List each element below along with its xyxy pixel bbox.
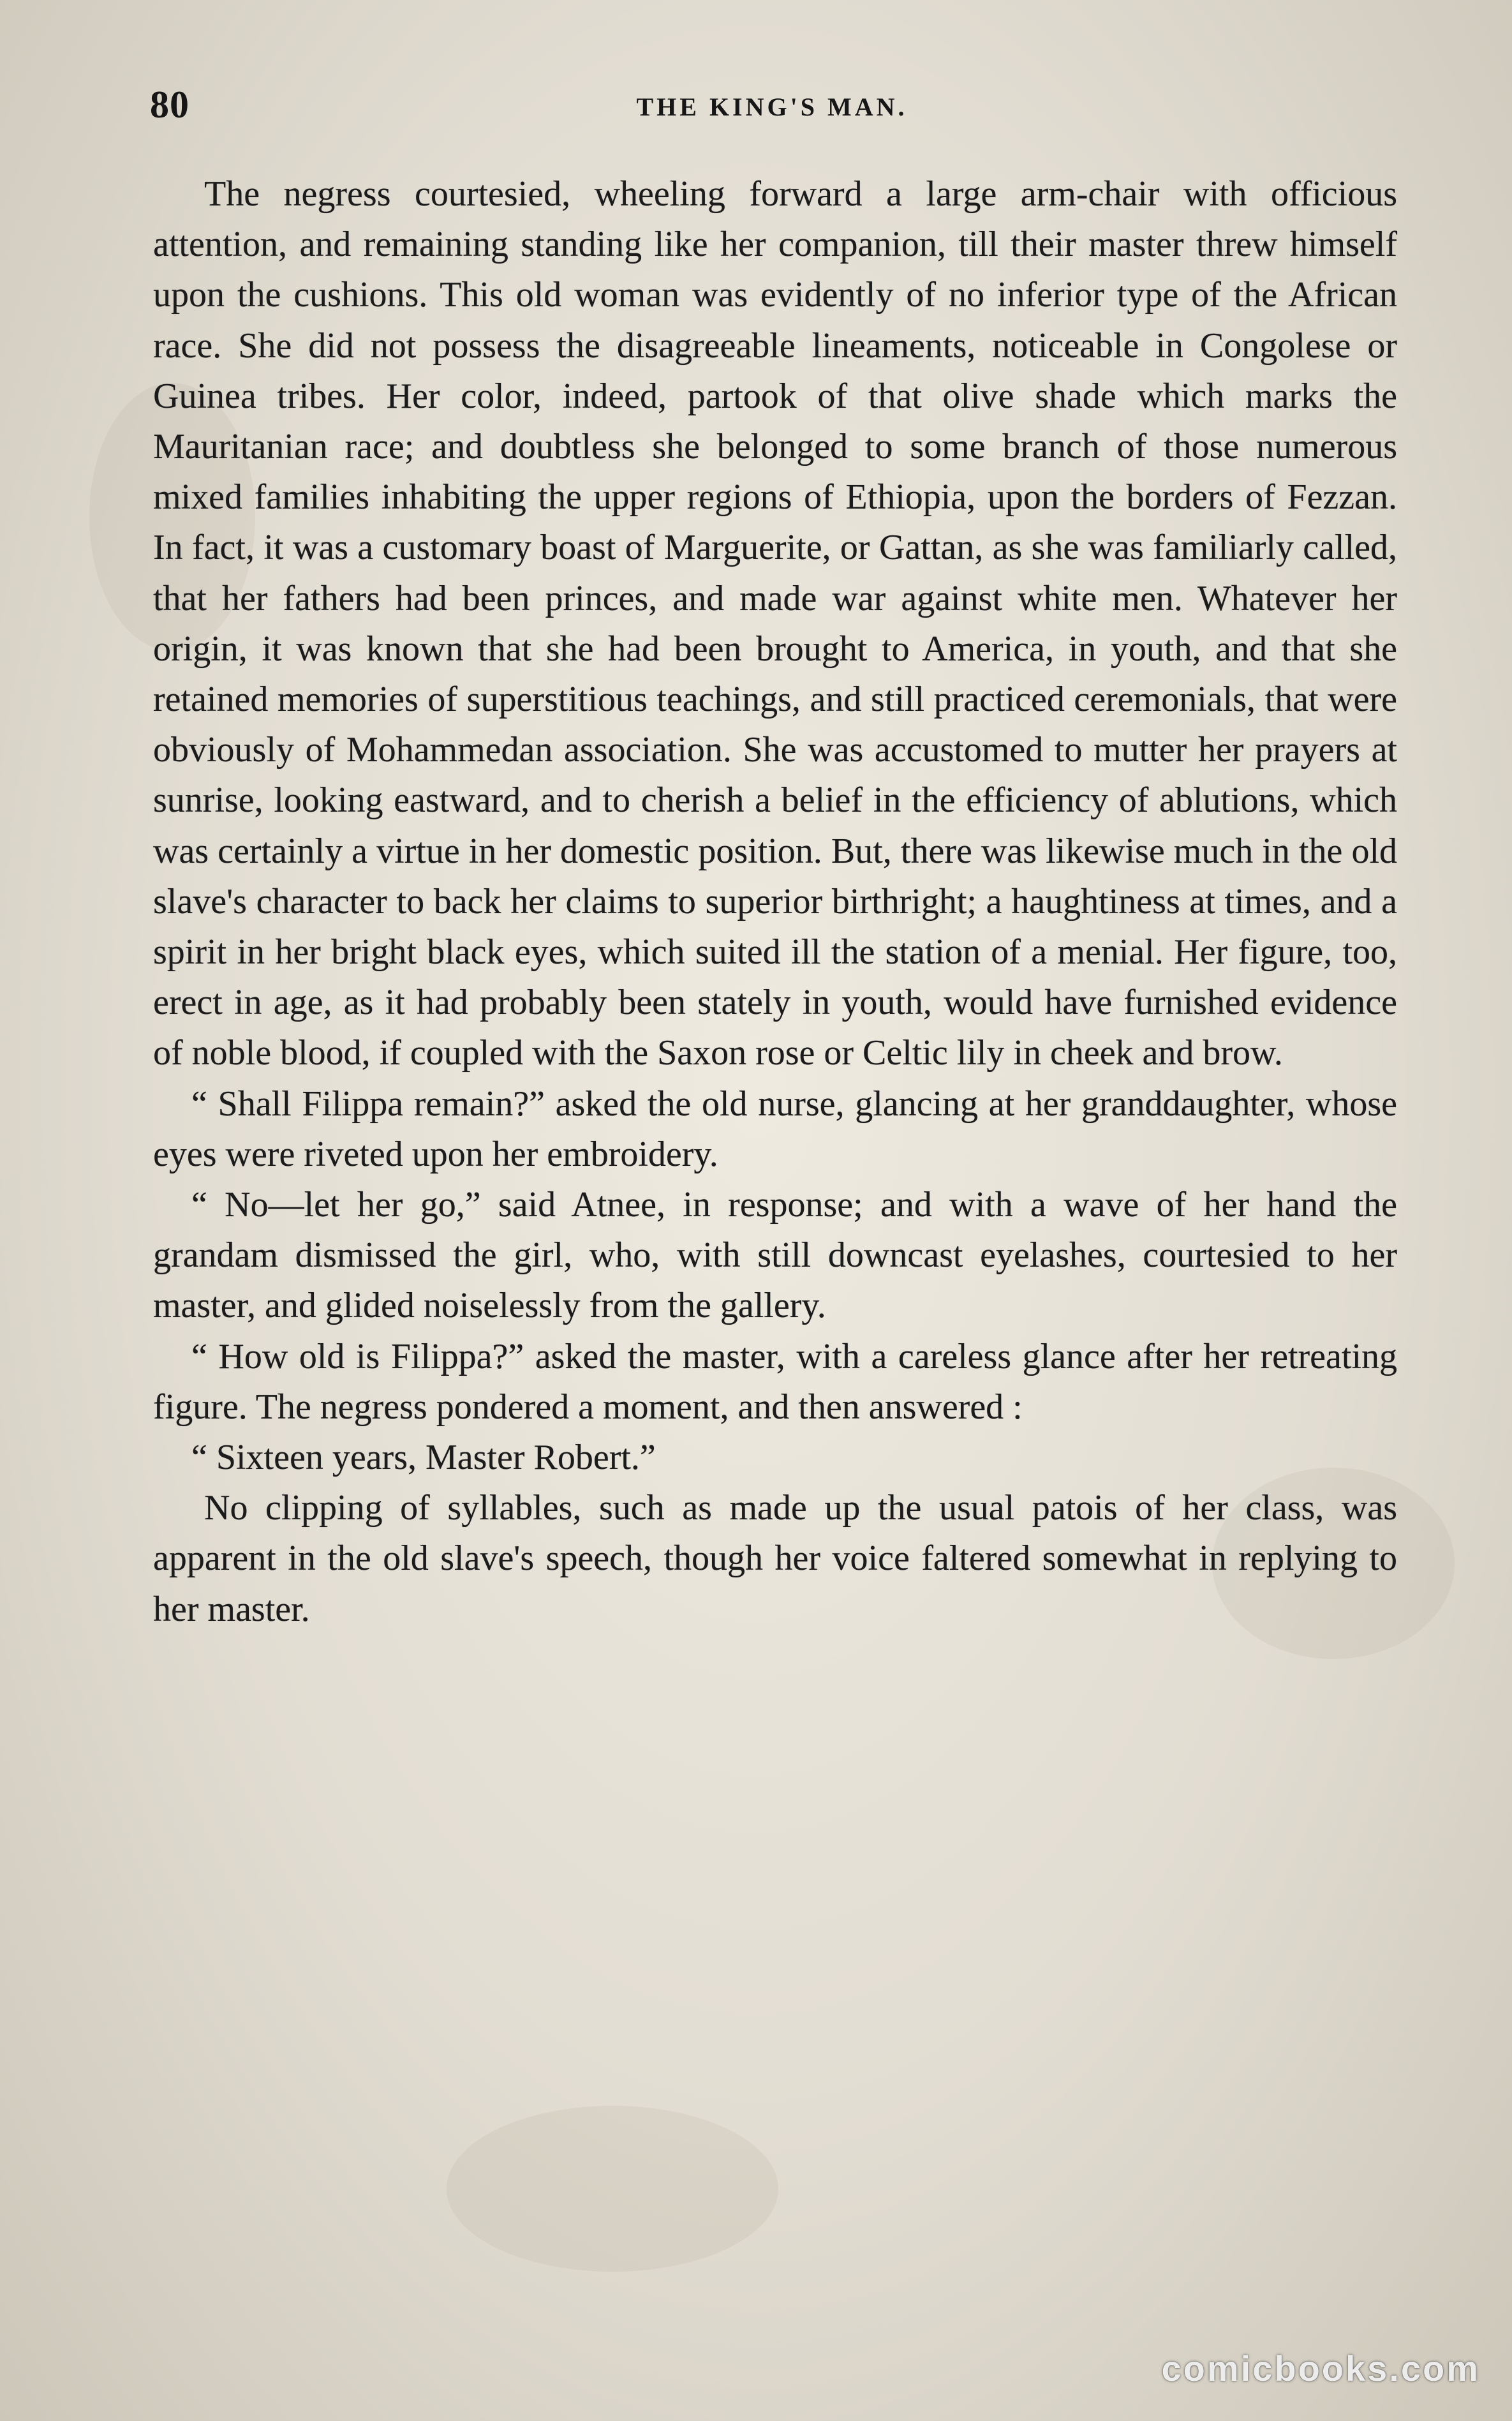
body-text (153, 169, 1397, 1635)
paragraph: “ Shall Filippa remain?” asked the old nurse, glancing at her granddaughter, whose eyes were riveted upon her embroidery. (153, 1084, 1397, 1174)
page-header (150, 83, 1394, 140)
paragraph: No clipping of syllables, such as made up the usual patois of her class, was apparent in the old slave's speech, though her voice faltered somewhat in replying to her master. (153, 1488, 1397, 1629)
paragraph: “ Sixteen years, Master Robert.” (191, 1438, 656, 1478)
watermark: comicbooks.com (1161, 2348, 1480, 2388)
page-number: 80 (150, 84, 189, 126)
paper-stain (447, 2106, 778, 2272)
paragraph: “ How old is Filippa?” asked the master, with a careless glance after her retreating figure. The negress pondered a moment, and then answered : (153, 1336, 1397, 1427)
running-head: THE KING'S MAN. (636, 93, 908, 121)
paragraph: “ No—let her go,” said Atnee, in response; and with a wave of her hand the grandam dismissed the girl, who, with still downcast eyelashes, courtesied to her master, and glided noiselessly from the gallery. (153, 1185, 1397, 1326)
paragraph: The negress courtesied, wheeling forward a large arm-chair with officious attention, and remaining standing like her companion, till their master threw himself upon the cushions. This old woman was evidently of no inferior type of the African race. She did not possess the disagreeable lineaments, noticeable in Congolese or Guinea tribes. Her color, indeed, partook of that olive shade which marks the Mauritanian race; and doubtless she belonged to some branch of those numerous mixed families inhabiting the upper regions of Ethiopia, upon the borders of Fezzan. In fact, it was a customary boast of Marguerite, or Gattan, as she was familiarly called, that her fathers had been princes, and made war against white men. Whatever her origin, it was known that she had been brought to America, in youth, and that she retained memories of superstitious teachings, and still practiced ceremonials, that were obviously of Mohammedan association. She was accustomed to mutter her prayers at sunrise, looking eastward, and to cherish a belief in the efficiency of ablutions, which was certainly a virtue in her domestic position. But, there was likewise much in the old slave's character to back her claims to superior birthright; a haughtiness at times, and a spirit in her bright black eyes, which suited ill the station of a menial. Her figure, too, erect in age, as it had probably been stately in youth, would have furnished evidence of noble blood, if coupled with the Saxon rose or Celtic lily in cheek and brow. (153, 174, 1397, 1073)
